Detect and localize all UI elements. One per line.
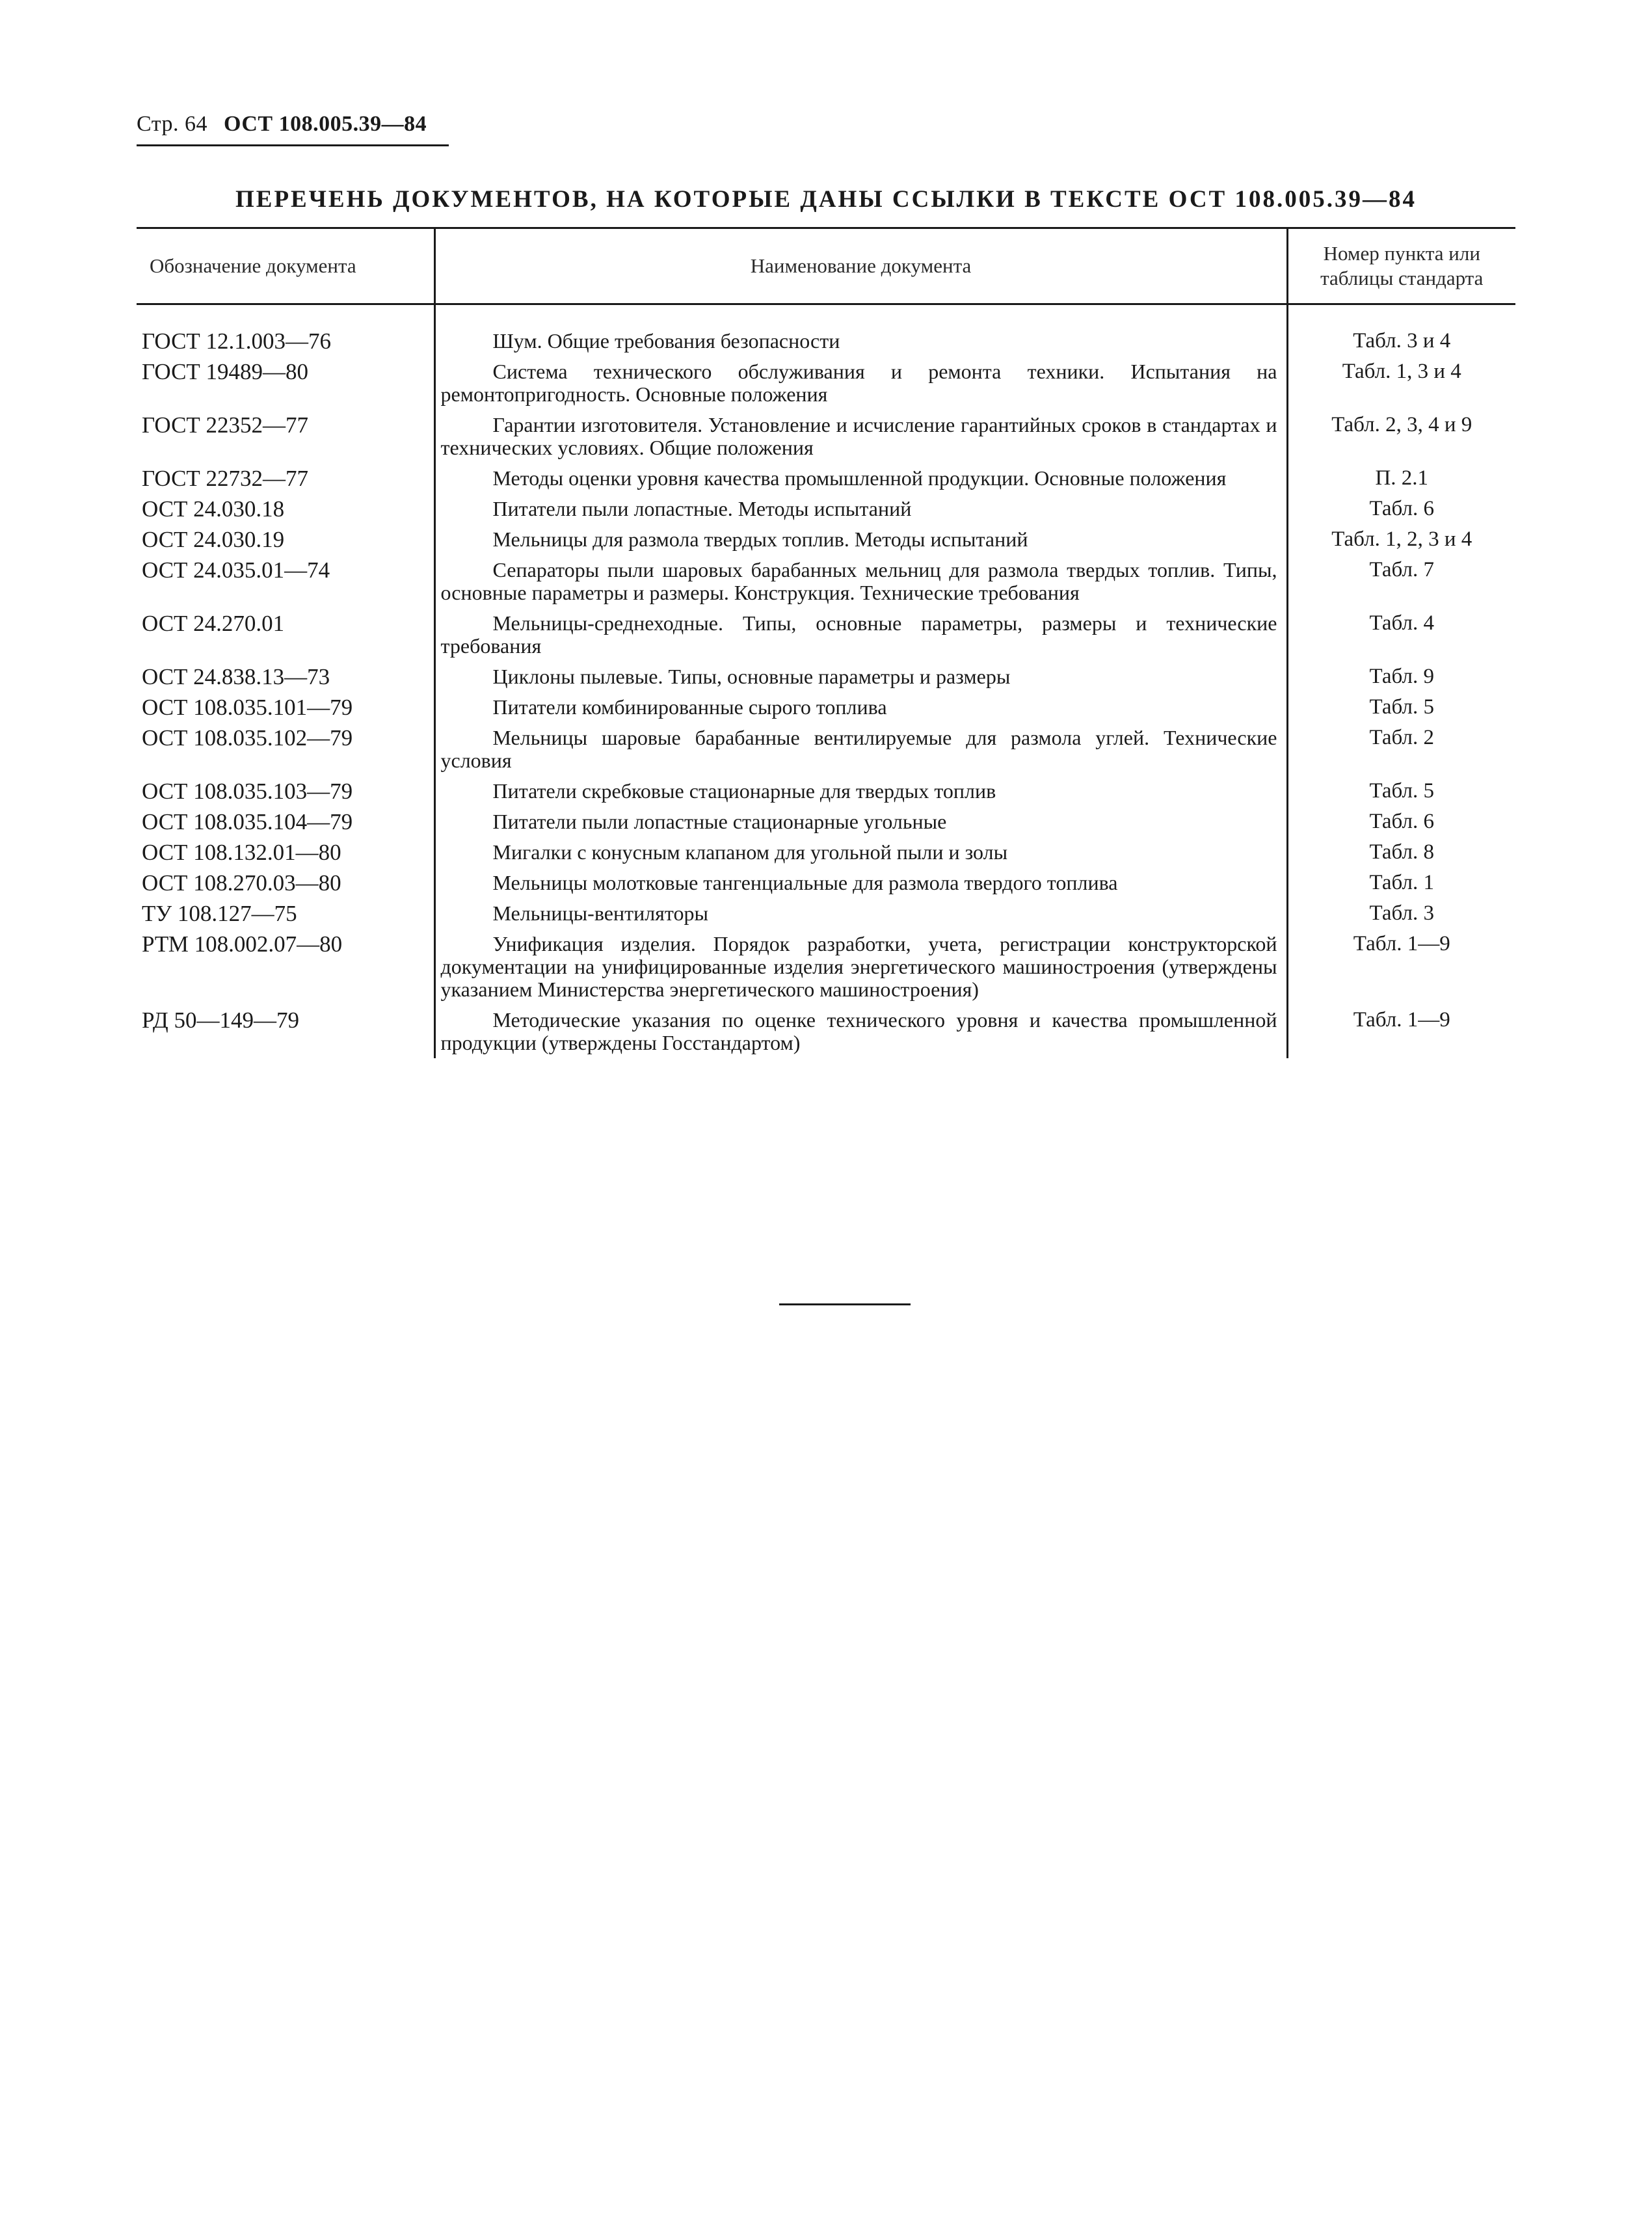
cell-reference: Табл. 8 <box>1287 837 1515 868</box>
cell-reference: Табл. 6 <box>1287 807 1515 837</box>
cell-name: Циклоны пылевые. Типы, основные параметры и размеры <box>434 661 1287 692</box>
cell-name: Питатели скребковые стационарные для твердых топлив <box>434 776 1287 807</box>
cell-reference: Табл. 5 <box>1287 776 1515 807</box>
cell-reference: Табл. 5 <box>1287 692 1515 723</box>
cell-reference: Табл. 2, 3, 4 и 9 <box>1287 410 1515 463</box>
cell-designation: ОСТ 108.270.03—80 <box>142 870 341 896</box>
cell-designation: ГОСТ 19489—80 <box>142 359 309 384</box>
table-row <box>137 898 1515 929</box>
standard-code: ОСТ 108.005.39—84 <box>224 112 427 136</box>
cell-reference: Табл. 9 <box>1287 661 1515 692</box>
cell-reference: Табл. 3 <box>1287 898 1515 929</box>
cell-name: Мельницы-среднеходные. Типы, основные параметры, размеры и технические требования <box>434 608 1287 661</box>
table-row <box>137 410 1515 463</box>
cell-reference: Табл. 1, 3 и 4 <box>1287 356 1515 410</box>
table-row <box>137 608 1515 661</box>
cell-name: Методы оценки уровня качества промышленной продукции. Основные положения <box>434 463 1287 494</box>
table-body <box>137 304 1515 1059</box>
cell-name: Гарантии изготовителя. Установление и исчисление гарантийных сроков в стандартах и технических условиях. Общие положения <box>434 410 1287 463</box>
cell-name: Питатели пыли лопастные. Методы испытаний <box>434 494 1287 524</box>
column-header-reference-line1: Номер пункта или <box>1323 242 1480 265</box>
column-header-reference-line2: таблицы стандарта <box>1320 267 1484 289</box>
cell-designation: ОСТ 24.838.13—73 <box>142 664 330 689</box>
cell-designation: ОСТ 24.030.18 <box>142 496 285 522</box>
cell-reference: Табл. 2 <box>1287 723 1515 776</box>
cell-reference: Табл. 1—9 <box>1287 1005 1515 1058</box>
cell-reference: Табл. 6 <box>1287 494 1515 524</box>
table-row <box>137 463 1515 494</box>
end-of-list-rule <box>779 1303 911 1305</box>
table-row <box>137 723 1515 776</box>
table-row <box>137 807 1515 837</box>
table-row <box>137 692 1515 723</box>
table-row <box>137 661 1515 692</box>
cell-name: Мельницы шаровые барабанные вентилируемые для размола углей. Технические условия <box>434 723 1287 776</box>
cell-reference: П. 2.1 <box>1287 463 1515 494</box>
cell-name: Питатели пыли лопастные стационарные угольные <box>434 807 1287 837</box>
cell-name: Шум. Общие требования безопасности <box>434 304 1287 357</box>
cell-designation: ОСТ 24.035.01—74 <box>142 557 330 583</box>
column-header-name: Наименование документа <box>434 228 1287 304</box>
cell-reference: Табл. 1 <box>1287 868 1515 898</box>
page-header <box>137 112 427 137</box>
cell-name: Унификация изделия. Порядок разработки, учета, регистрации конструкторской документации на унифицированные изделия энергетического машиностроения (утверждены указанием Министерства энергетического машиностроения) <box>434 929 1287 1005</box>
table-row <box>137 524 1515 555</box>
cell-designation: РД 50—149—79 <box>142 1007 299 1033</box>
cell-reference: Табл. 1—9 <box>1287 929 1515 1005</box>
references-table <box>137 227 1515 1058</box>
cell-name: Мельницы молотковые тангенциальные для размола твердого топлива <box>434 868 1287 898</box>
cell-reference: Табл. 4 <box>1287 608 1515 661</box>
table-row <box>137 304 1515 357</box>
table-row <box>137 929 1515 1005</box>
cell-name: Сепараторы пыли шаровых барабанных мельниц для размола твердых топлив. Типы, основные параметры и размеры. Конструкция. Технические требования <box>434 555 1287 608</box>
cell-name: Система технического обслуживания и ремонта техники. Испытания на ремонтопригодность. Основные положения <box>434 356 1287 410</box>
cell-reference: Табл. 7 <box>1287 555 1515 608</box>
document-title: ПЕРЕЧЕНЬ ДОКУМЕНТОВ, НА КОТОРЫЕ ДАНЫ ССЫЛКИ В ТЕКСТЕ ОСТ 108.005.39—84 <box>235 186 1417 213</box>
column-header-reference <box>1287 228 1515 304</box>
cell-designation: РТМ 108.002.07—80 <box>142 931 343 957</box>
cell-name: Мигалки с конусным клапаном для угольной пыли и золы <box>434 837 1287 868</box>
table-row <box>137 868 1515 898</box>
cell-designation: ГОСТ 12.1.003—76 <box>142 328 332 354</box>
cell-designation: ОСТ 108.035.104—79 <box>142 809 353 834</box>
cell-designation: ОСТ 24.030.19 <box>142 527 285 552</box>
page-number: Стр. 64 <box>137 112 208 136</box>
table-row <box>137 776 1515 807</box>
cell-designation: ОСТ 108.035.102—79 <box>142 725 353 751</box>
cell-designation: ОСТ 24.270.01 <box>142 611 285 636</box>
cell-name: Питатели комбинированные сырого топлива <box>434 692 1287 723</box>
references-table-container <box>137 227 1515 1058</box>
cell-designation: ГОСТ 22732—77 <box>142 466 309 491</box>
table-row <box>137 837 1515 868</box>
table-header-row <box>137 228 1515 304</box>
column-header-designation: Обозначение документа <box>137 228 434 304</box>
table-row <box>137 356 1515 410</box>
cell-name: Мельницы-вентиляторы <box>434 898 1287 929</box>
table-row <box>137 1005 1515 1058</box>
cell-designation: ОСТ 108.132.01—80 <box>142 840 341 865</box>
cell-name: Методические указания по оценке технического уровня и качества промышленной продукции (утверждены Госстандартом) <box>434 1005 1287 1058</box>
cell-reference: Табл. 1, 2, 3 и 4 <box>1287 524 1515 555</box>
cell-designation: ОСТ 108.035.103—79 <box>142 779 353 804</box>
cell-reference: Табл. 3 и 4 <box>1287 304 1515 357</box>
cell-designation: ТУ 108.127—75 <box>142 901 297 926</box>
cell-designation: ГОСТ 22352—77 <box>142 412 309 438</box>
cell-designation: ОСТ 108.035.101—79 <box>142 695 353 720</box>
cell-name: Мельницы для размола твердых топлив. Методы испытаний <box>434 524 1287 555</box>
table-row <box>137 494 1515 524</box>
table-row <box>137 555 1515 608</box>
header-underline <box>137 144 449 146</box>
